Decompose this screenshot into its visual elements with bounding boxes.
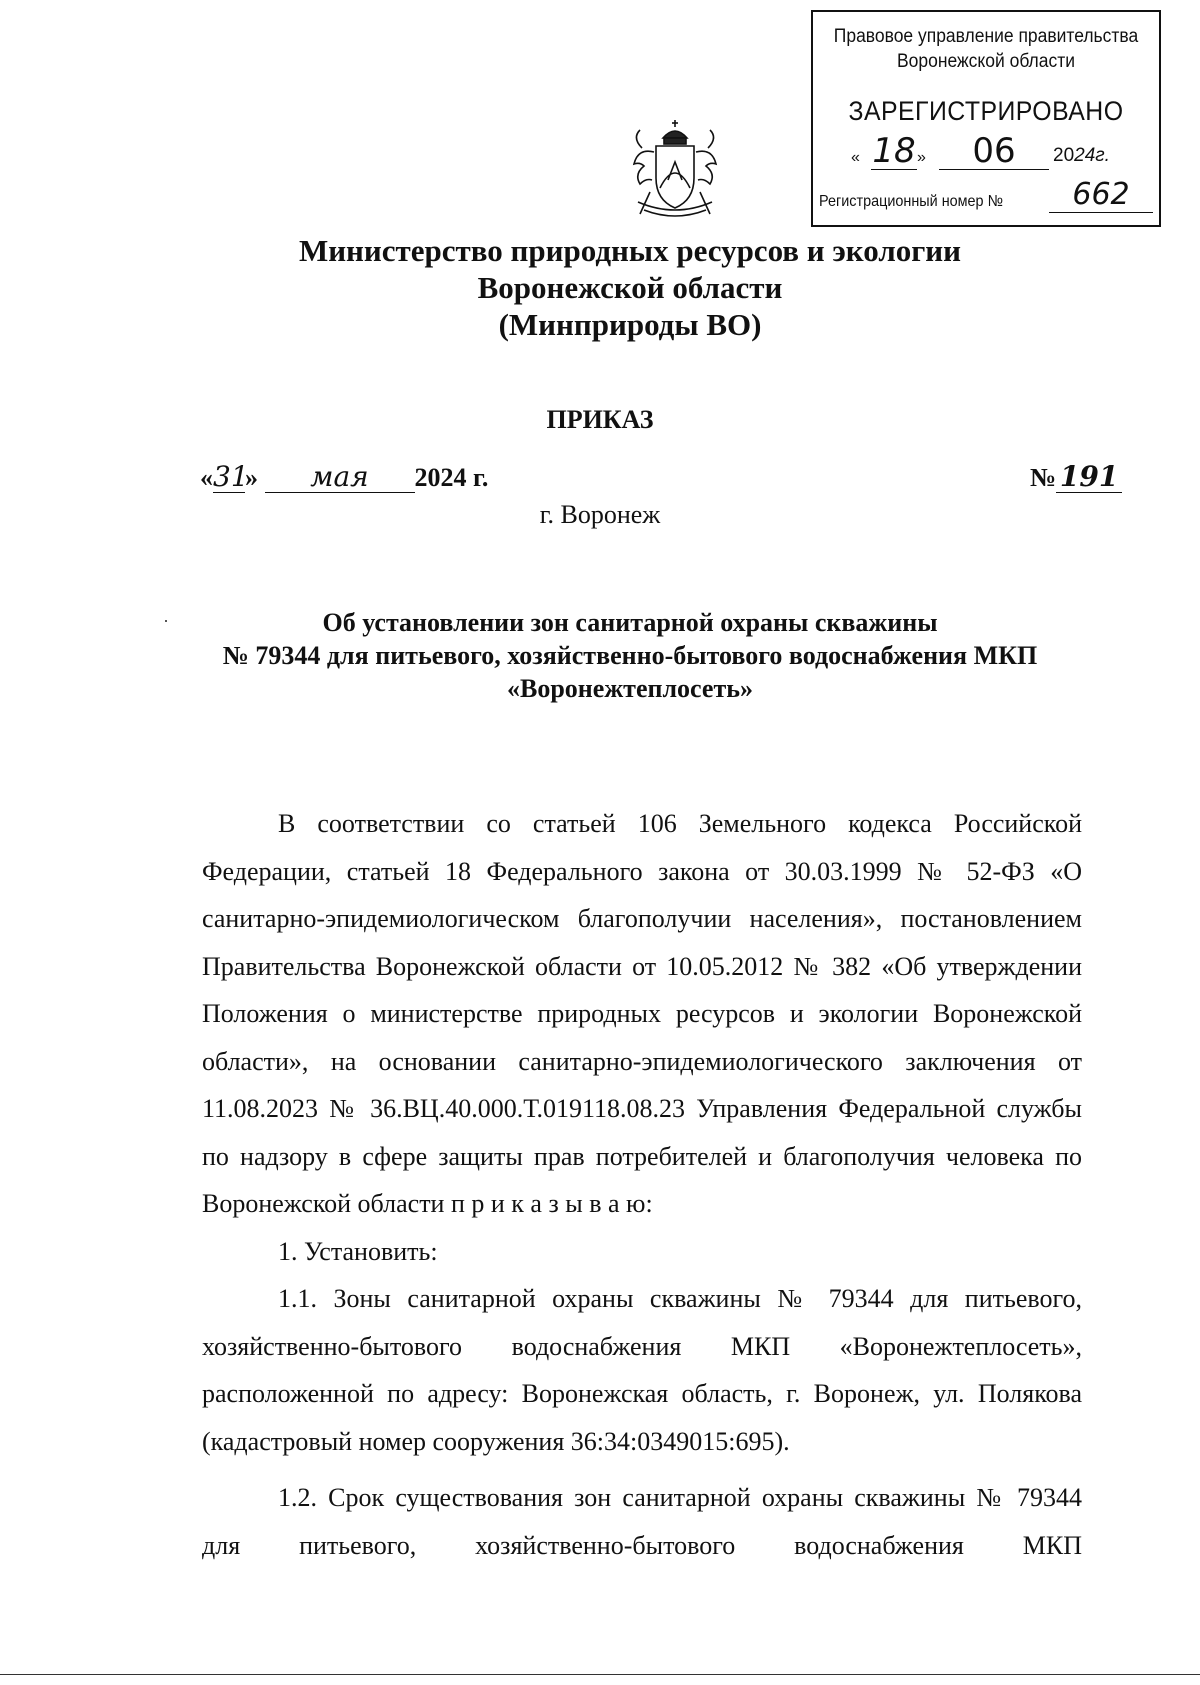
date-close-quote: » [245, 463, 258, 492]
date-year: 2024 г. [414, 463, 489, 492]
stamp-date-year [1053, 145, 1110, 167]
stamp-date-month: 06 [939, 133, 1049, 170]
ministry-name [200, 232, 1060, 343]
ministry-line-1: Министерство природных ресурсов и экологии [298, 233, 962, 268]
date-open-quote: « [200, 463, 213, 492]
subject-line-1: Об установлении зон санитарной охраны скважины [322, 608, 938, 637]
ministry-line-2: Воронежской области [477, 270, 783, 305]
place-of-issue: г. Воронеж [539, 500, 661, 529]
stamp-date-close-quote: » [917, 149, 926, 166]
stamp-registration-number [819, 177, 1155, 212]
order-number-label: № [1030, 463, 1057, 492]
stamp-date-day: 18 [872, 131, 916, 171]
subject-line-2: № 79344 для питьевого, хозяйственно-бытового водоснабжения МКП [222, 641, 1038, 670]
scan-speck [165, 620, 167, 622]
item-1-2: 1.2. Срок существования зон санитарной охраны скважины № 79344 для питьевого, хозяйственно-бытового водоснабжения МКП [202, 1483, 1082, 1560]
registration-stamp [811, 10, 1161, 227]
order-number-value: 191 [1056, 462, 1122, 493]
stamp-reg-label: Регистрационный номер № [819, 193, 1004, 210]
order-date [200, 462, 488, 493]
ministry-line-3: (Минприроды ВО) [498, 307, 762, 342]
stamp-date [813, 131, 1159, 175]
stamp-reg-value: 662 [1049, 177, 1153, 213]
subject-line-3: «Воронежтеплосеть» [507, 674, 753, 703]
order-number [1030, 462, 1122, 493]
stamp-status: ЗАРЕГИСТРИРОВАНО [848, 96, 1124, 126]
order-subject [200, 606, 1060, 705]
date-day: 31 [213, 460, 249, 493]
document-type-title: ПРИКАЗ [546, 405, 654, 434]
page-bottom-rule [0, 1674, 1200, 1675]
date-month: мая [265, 462, 415, 493]
order-body [202, 800, 1082, 1569]
stamp-year-suffix: 24г. [1074, 145, 1110, 166]
stamp-organization: Правовое управление правительства Воронежской области [833, 26, 1139, 72]
preamble-paragraph: В соответствии со статьей 106 Земельного кодекса Российской Федерации, статьей 18 Федерального закона от 30.03.1999 № 52-ФЗ «О санитарно-эпидемиологическом благополучии населения», постановлением Правительства Воронежской области от 10.05.2012 № 382 «Об утверждении Положения о министерстве природных ресурсов и экологии Воронежской области», на основании санитарно-эпидемиологического заключения от 11.08.2023 № 36.ВЦ.40.000.Т.019118.08.23 Управления Федеральной службы по надзору в сфере защиты прав потребителей и благополучия человека по Воронежской области п р и к а з ы в а ю: [202, 809, 1082, 1218]
coat-of-arms-icon [620, 118, 730, 222]
stamp-date-open-quote: « [851, 149, 860, 166]
item-1: 1. Установить: [278, 1236, 438, 1266]
item-1-1: 1.1. Зоны санитарной охраны скважины № 79344 для питьевого, хозяйственно-бытового водоснабжения МКП «Воронежтеплосеть», расположенной по адресу: Воронежская область, г. Воронеж, ул. Полякова (кадастровый номер сооружения 36:34:0349015:695). [202, 1284, 1082, 1456]
stamp-year-prefix: 20 [1053, 145, 1075, 166]
